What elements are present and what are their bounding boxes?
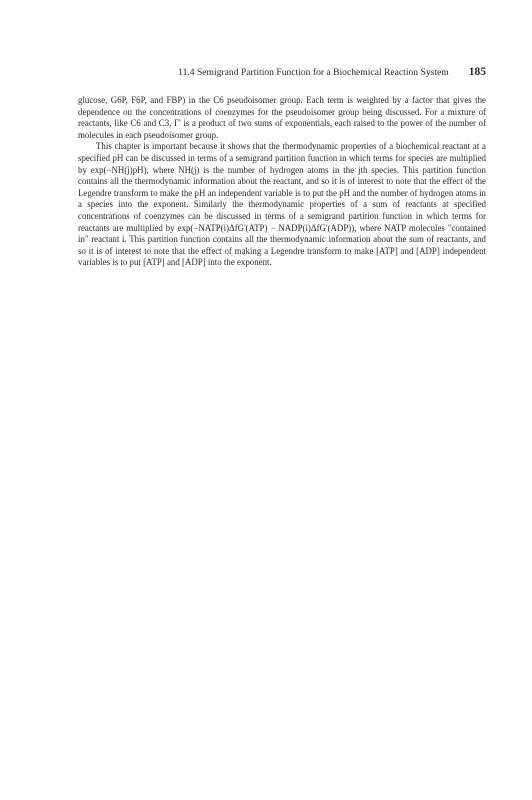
paragraph-1: glucose, G6P, F6P, and FBP) in the C6 pseudoisomer group. Each term is weighted by a factor that gives the dependence on the concentrations of coenzymes for the pseudoisomer group being discussed. For a mixture of reactants, like C6 and C3, Γ' is a product of two sums of exponentials, each raised to the power of the number of molecules in each pseudoisomer group. [78,95,486,140]
running-title: 11.4 Semigrand Partition Function for a Biochemical Reaction System [178,67,449,78]
running-head [56,66,486,78]
body-text [78,95,486,269]
paragraph-2: This chapter is important because it shows that the thermodynamic properties of a biochemical reactant at a specified pH can be discussed in terms of a semigrand partition function in which terms for species are multiplied by exp(−NH(j)pH), where NH(j) is the number of hydrogen atoms in the jth species. This partition function contains all the thermodynamic information about the reactant, and so it is of interest to note that the effect of the Legendre transform to make the pH an independent variable is to put the pH and the number of hydrogen atoms in a species into the exponent. Similarly the thermodynamic properties of a sum of reactants at specified concentrations of coenzymes can be discussed in terms of a semigrand partition function in which terms for reactants are multiplied by exp(−NATP(i)ΔfG'(ATP) − NADP(i)ΔfG'(ADP)), where NATP molecules "contained in" reactant i. This partition function contains all the thermodynamic information about the sum of reactants, and so it is of interest to note that the effect of making a Legendre transform to make [ATP] and [ADP] independent variables is to put [ATP] and [ADP] into the exponent. [78,141,486,268]
page-number: 185 [468,66,486,78]
